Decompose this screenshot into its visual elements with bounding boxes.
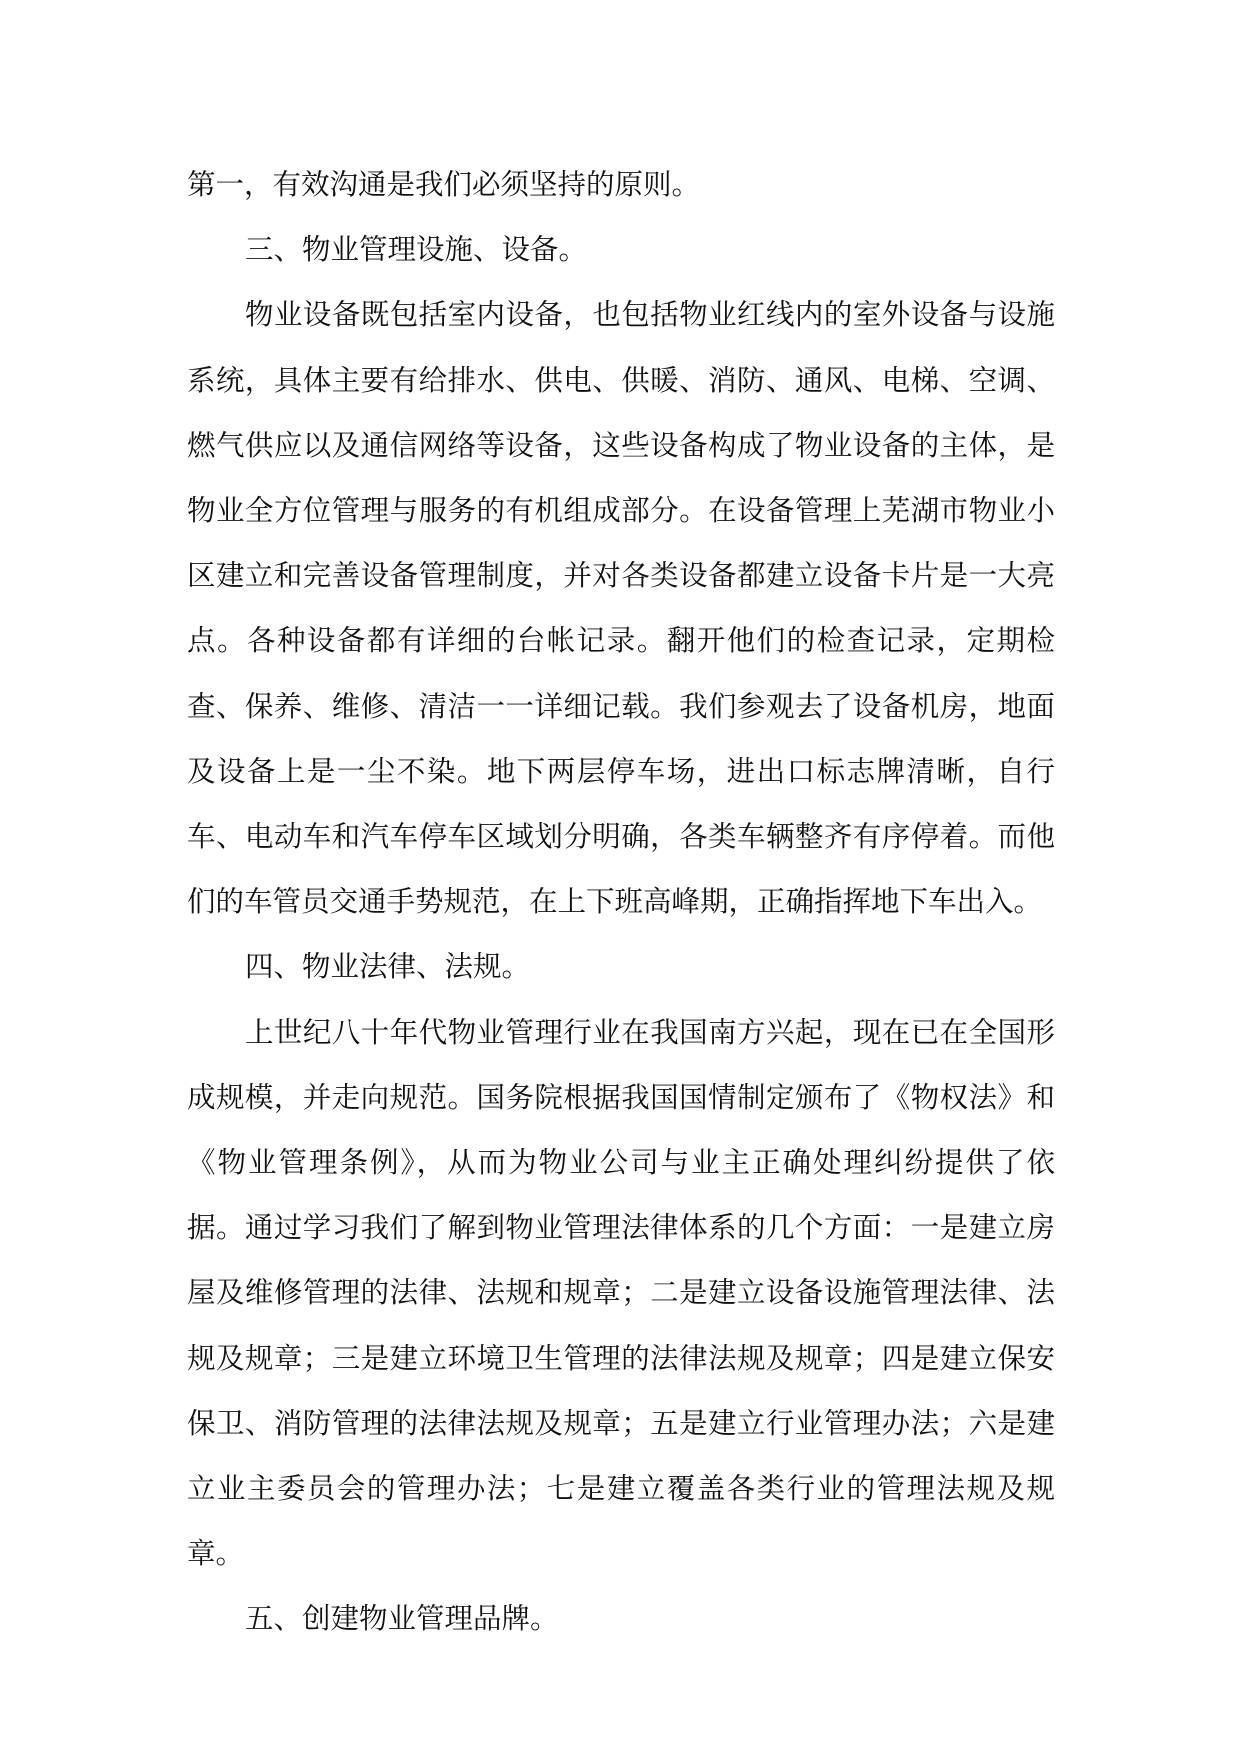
paragraph-laws: 上世纪八十年代物业管理行业在我国南方兴起，现在已在全国形成规模，并走向规范。国务院根据我国国情制定颁布了《物权法》和《物业管理条例》，从而为物业公司与业主正确处理纠纷提供了依据。通过学习我们了解到物业管理法律体系的几个方面：一是建立房屋及维修管理的法律、法规和规章；二是建立设备设施管理法律、法规及规章；三是建立环境卫生管理的法律法规及规章；四是建立保安保卫、消防管理的法律法规及规章；五是建立行业管理办法；六是建立业主委员会的管理办法；七是建立覆盖各类行业的管理法规及规章。	[187, 1015, 1055, 1571]
paragraph-principle: 第一，有效沟通是我们必须坚持的原则。	[187, 168, 701, 201]
document-body	[187, 152, 1055, 1652]
section-heading-brand: 五、创建物业管理品牌。	[245, 1602, 559, 1636]
section-heading-laws: 四、物业法律、法规。	[245, 950, 531, 984]
paragraph-facilities: 物业设备既包括室内设备，也包括物业红线内的室外设备与设施系统，具体主要有给排水、供电、供暖、消防、通风、电梯、空调、燃气供应以及通信网络等设备，这些设备构成了物业设备的主体，是物业全方位管理与服务的有机组成部分。在设备管理上芜湖市物业小区建立和完善设备管理制度，并对各类设备都建立设备卡片是一大亮点。各种设备都有详细的台帐记录。翻开他们的检查记录，定期检查、保养、维修、清洁一一详细记载。我们参观去了设备机房，地面及设备上是一尘不染。地下两层停车场，进出口标志牌清晰，自行车、电动车和汽车停车区域划分明确，各类车辆整齐有序停着。而他们的车管员交通手势规范，在上下班高峰期，正确指挥地下车出入。	[187, 298, 1055, 919]
section-heading-facilities: 三、物业管理设施、设备。	[245, 233, 588, 267]
